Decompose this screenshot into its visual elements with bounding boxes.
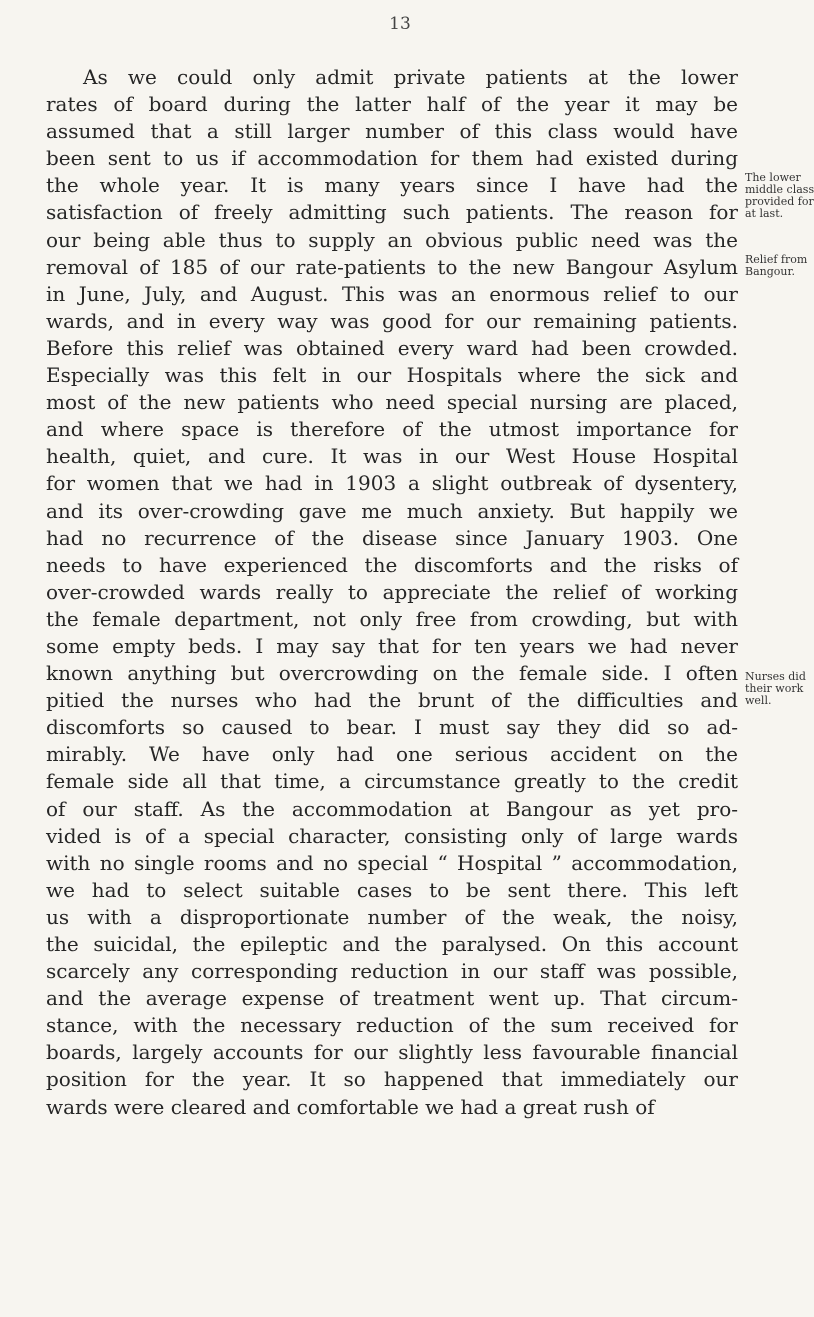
text-line: with no single rooms and no special “ Hospital ” accommodation, (46, 850, 738, 875)
margin-note-line: provided for (745, 195, 814, 208)
text-line: boards, largely accounts for our slightly less favourable financial (46, 1040, 738, 1065)
text-line: over-crowded wards really to appreciate the relief of working (46, 579, 738, 604)
text-line: we had to select suitable cases to be sent there. This left (46, 877, 738, 902)
text-line: rates of board during the latter half of the year it may be (46, 92, 738, 117)
margin-note-nurses (745, 670, 806, 707)
text-line: the whole year. It is many years since I have had the (46, 173, 738, 198)
text-line: the female department, not only free from crowding, but with (46, 606, 738, 631)
text-line: and its over-crowding gave me much anxiety. But happily we (46, 498, 738, 523)
margin-note-relief (745, 253, 808, 278)
text-line: wards, and in every way was good for our remaining patients. (46, 308, 738, 333)
text-line: most of the new patients who need special nursing are placed, (46, 390, 738, 415)
text-line: assumed that a still larger number of this class would have (46, 119, 738, 144)
margin-note-line: Nurses did (745, 670, 806, 683)
text-line: known anything but overcrowding on the female side. I often (46, 661, 738, 686)
margin-note-line: at last. (745, 207, 784, 220)
text-line: female side all that time, a circumstance greatly to the credit (46, 769, 738, 794)
text-line: wards were cleared and comfortable we had a great rush of (46, 1094, 655, 1119)
text-line: some empty beds. I may say that for ten years we had never (46, 633, 738, 658)
text-line: been sent to us if accommodation for them had existed during (46, 146, 738, 171)
text-line: of our staff. As the accommodation at Bangour as yet pro- (46, 796, 738, 821)
text-line: stance, with the necessary reduction of the sum received for (46, 1013, 738, 1038)
margin-note-line: The lower (745, 171, 801, 184)
text-line: discomforts so caused to bear. I must say they did so ad- (46, 715, 738, 740)
page-number: 13 (389, 14, 411, 34)
text-line: Especially was this felt in our Hospitals where the sick and (46, 363, 738, 388)
text-line: pitied the nurses who had the brunt of the difficulties and (46, 688, 738, 713)
text-line: in June, July, and August. This was an enormous relief to our (46, 281, 738, 306)
text-line: vided is of a special character, consisting only of large wards (46, 823, 738, 848)
text-line: and where space is therefore of the utmost importance for (46, 417, 738, 442)
text-line: As we could only admit private patients at the lower (83, 65, 738, 89)
text-line: satisfaction of freely admitting such patients. The reason for (46, 200, 738, 225)
text-line: us with a disproportionate number of the weak, the noisy, (46, 904, 738, 929)
text-line: the suicidal, the epileptic and the paralysed. On this account (46, 932, 738, 956)
margin-note-middle-class (745, 171, 814, 220)
margin-note-line: well. (745, 694, 772, 707)
margin-note-line: Bangour. (745, 265, 796, 278)
margin-note-line: their work (745, 682, 804, 695)
text-line: mirably. We have only had one serious accident on the (46, 742, 738, 767)
text-line: Before this relief was obtained every ward had been crowded. (46, 335, 738, 360)
text-line: scarcely any corresponding reduction in our staff was possible, (46, 959, 738, 984)
margin-note-line: middle class (745, 183, 814, 196)
text-line: for women that we had in 1903 a slight outbreak of dysentery, (46, 471, 738, 496)
text-line: and the average expense of treatment went up. That circum- (46, 986, 738, 1011)
text-line: removal of 185 of our rate-patients to the new Bangour Asylum (46, 254, 738, 279)
body-text (46, 64, 738, 1121)
text-line: health, quiet, and cure. It was in our West House Hospital (46, 444, 738, 469)
text-line: our being able thus to supply an obvious public need was the (46, 227, 738, 252)
text-line: had no recurrence of the disease since January 1903. One (46, 525, 738, 550)
text-line: needs to have experienced the discomforts and the risks of (46, 552, 738, 577)
margin-note-line: Relief from (745, 253, 808, 266)
text-line: position for the year. It so happened that immediately our (46, 1067, 738, 1092)
